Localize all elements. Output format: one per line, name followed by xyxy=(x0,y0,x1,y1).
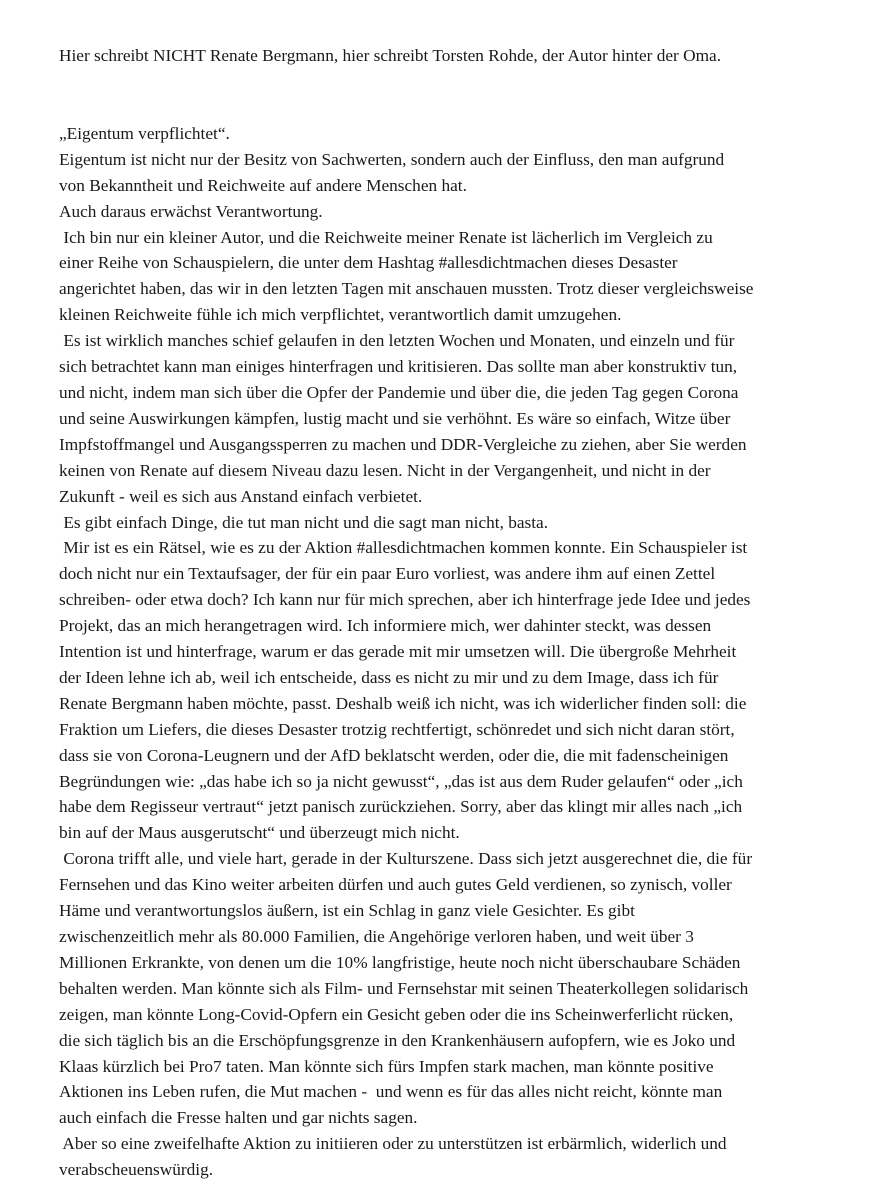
text-line: Aber so eine zweifelhafte Aktion zu initiieren oder zu unterstützen ist erbärmlich, widerlich und xyxy=(59,1134,727,1154)
text-line: Corona trifft alle, und viele hart, gerade in der Kulturszene. Dass sich jetzt ausgerechnet die, die für xyxy=(59,849,753,869)
text-line: doch nicht nur ein Textaufsager, der für ein paar Euro vorliest, was andere ihm auf einen Zettel xyxy=(59,564,716,584)
text-line: Intention ist und hinterfrage, warum er das gerade mit mir umsetzen will. Die übergroße Mehrheit xyxy=(59,642,737,662)
text-line: „Eigentum verpflichtet“. xyxy=(59,123,230,143)
text-line: Begründungen wie: „das habe ich so ja nicht gewusst“, „das ist aus dem Ruder gelaufen“ oder „ich xyxy=(59,771,743,791)
text-line: einer Reihe von Schauspielern, die unter dem Hashtag #allesdichtmachen dieses Desaster xyxy=(59,253,678,273)
text-line: keinen von Renate auf diesem Niveau dazu lesen. Nicht in der Vergangenheit, und nicht in der xyxy=(59,460,711,480)
text-line: von Bekanntheit und Reichweite auf andere Menschen hat. xyxy=(59,175,467,195)
text-line: und nicht, indem man sich über die Opfer der Pandemie und über die, die jeden Tag gegen Corona xyxy=(59,382,739,402)
text-line: Fraktion um Liefers, die dieses Desaster trotzig rechtfertigt, schönredet und sich nicht daran stört, xyxy=(59,719,735,739)
text-line: auch einfach die Fresse halten und gar nichts sagen. xyxy=(59,1108,418,1128)
text-line: behalten werden. Man könnte sich als Film- und Fernsehstar mit seinen Theaterkollegen solidarisch xyxy=(59,978,749,998)
text-line: dass sie von Corona-Leugnern und der AfD beklatscht werden, oder die, die mit fadenscheinigen xyxy=(59,745,729,765)
text-line: Impfstoffmangel und Ausgangssperren zu machen und DDR-Vergleiche zu ziehen, aber Sie werden xyxy=(59,434,747,454)
text-line: Mir ist es ein Rätsel, wie es zu der Aktion #allesdichtmachen kommen konnte. Ein Schauspieler ist xyxy=(59,538,748,558)
statement-body xyxy=(59,121,849,1183)
text-line: Zukunft - weil es sich aus Anstand einfach verbietet. xyxy=(59,486,423,506)
text-line: Aktionen ins Leben rufen, die Mut machen - und wenn es für das alles nicht reicht, könnte man xyxy=(59,1082,723,1102)
text-line: habe dem Regisseur vertraut“ jetzt panisch zurückziehen. Sorry, aber das klingt mir alles nach „ich xyxy=(59,797,743,817)
text-line: Klaas kürzlich bei Pro7 taten. Man könnte sich fürs Impfen stark machen, man könnte positive xyxy=(59,1056,714,1076)
text-line: verabscheuenswürdig. xyxy=(59,1160,214,1180)
text-line: zwischenzeitlich mehr als 80.000 Familien, die Angehörige verloren haben, und weit über 3 xyxy=(59,927,694,946)
text-line: der Ideen lehne ich ab, weil ich entscheide, dass es nicht zu mir und zu dem Image, dass ich für xyxy=(59,667,719,687)
text-line: zeigen, man könnte Long-Covid-Opfern ein Gesicht geben oder die ins Scheinwerferlicht rücken, xyxy=(59,1004,734,1024)
text-line: Millionen Erkrankte, von denen um die 10% langfristige, heute noch nicht überschaubare Schäden xyxy=(59,952,741,972)
text-line: Projekt, das an mich herangetragen wird. Ich informiere mich, wer dahinter steckt, was dessen xyxy=(59,616,712,636)
text-line: und seine Auswirkungen kämpfen, lustig macht und sie verhöhnt. Es wäre so einfach, Witze über xyxy=(59,408,731,428)
document-page xyxy=(59,43,849,1183)
text-line: Auch daraus erwächst Verantwortung. xyxy=(59,201,323,221)
text-line: die sich täglich bis an die Erschöpfungsgrenze in den Krankenhäusern aufopfern, wie es Joko und xyxy=(59,1030,736,1050)
text-line: Eigentum ist nicht nur der Besitz von Sachwerten, sondern auch der Einfluss, den man aufgrund xyxy=(59,149,725,169)
text-line: Renate Bergmann haben möchte, passt. Deshalb weiß ich nicht, was ich widerlicher finden soll: die xyxy=(59,693,747,713)
text-line: Fernsehen und das Kino weiter arbeiten dürfen und auch gutes Geld verdienen, so zynisch, voller xyxy=(59,875,732,895)
intro-note: Hier schreibt NICHT Renate Bergmann, hier schreibt Torsten Rohde, der Autor hinter der Oma. xyxy=(59,46,722,65)
text-line: Ich bin nur ein kleiner Autor, und die Reichweite meiner Renate ist lächerlich im Vergleich zu xyxy=(59,227,713,247)
text-line: kleinen Reichweite fühle ich mich verpflichtet, verantwortlich damit umzugehen. xyxy=(59,305,622,325)
text-line: angerichtet haben, das wir in den letzten Tagen mit anschauen mussten. Trotz dieser vergleichsweise xyxy=(59,279,754,299)
text-line: schreiben- oder etwa doch? Ich kann nur für mich sprechen, aber ich hinterfrage jede Idee und jedes xyxy=(59,590,751,610)
text-line: bin auf der Maus ausgerutscht“ und überzeugt mich nicht. xyxy=(59,823,460,843)
text-line: Häme und verantwortungslos äußern, ist ein Schlag in ganz viele Gesichter. Es gibt xyxy=(59,901,635,921)
text-line: Es gibt einfach Dinge, die tut man nicht und die sagt man nicht, basta. xyxy=(59,512,549,532)
text-line: Es ist wirklich manches schief gelaufen in den letzten Wochen und Monaten, und einzeln und für xyxy=(59,331,735,351)
text-line: sich betrachtet kann man einiges hinterfragen und kritisieren. Das sollte man aber konstruktiv tun, xyxy=(59,357,738,377)
